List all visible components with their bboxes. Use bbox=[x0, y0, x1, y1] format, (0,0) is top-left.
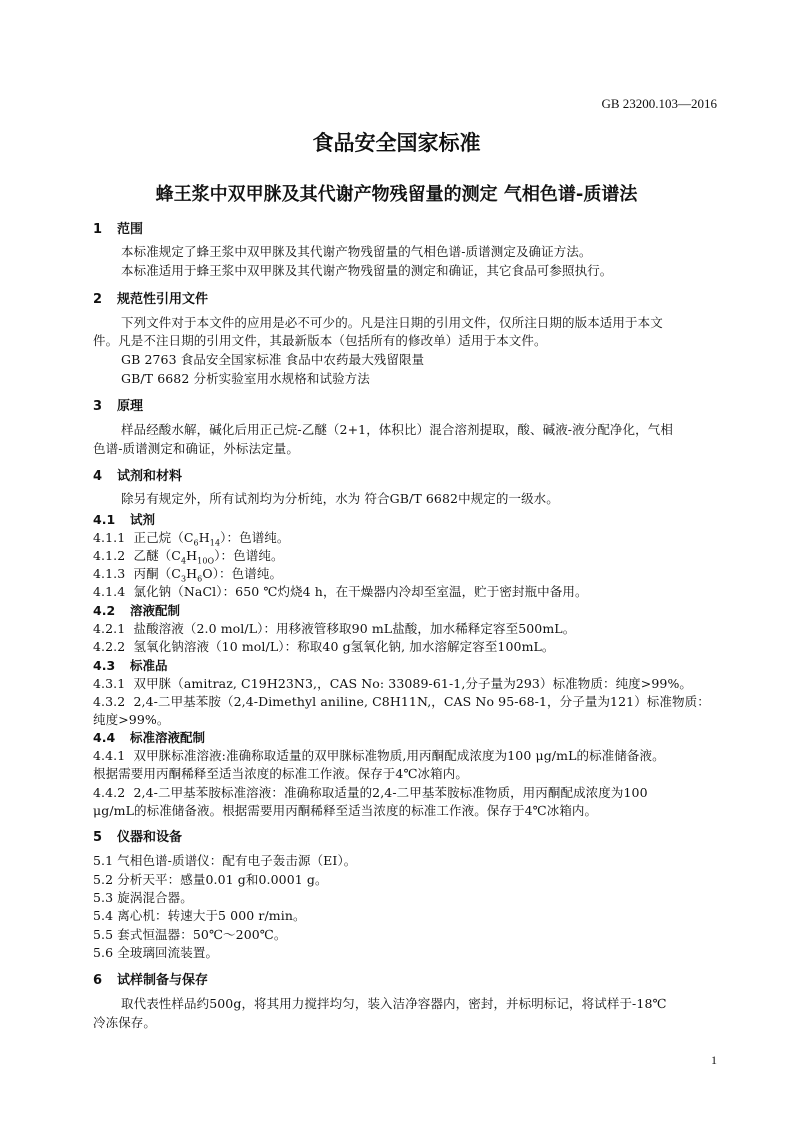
clause-item: 4.1.1 正己烷$(C_6H_{14})$：色谱纯。 bbox=[93, 530, 290, 548]
clause-continuation: 纯度>99%。 bbox=[93, 712, 170, 727]
subsection-number: 4.3 bbox=[93, 658, 116, 673]
section-heading-2 bbox=[93, 288, 208, 307]
subsection-heading bbox=[93, 728, 205, 746]
section-heading-5 bbox=[93, 826, 182, 845]
reference-item: GB/T 6682 分析实验室用水规格和试验方法 bbox=[121, 371, 370, 386]
clause-item: 4.1.2 乙醚$(C_4H_{10O})$：色谱纯。 bbox=[93, 548, 284, 566]
section-number: 3 bbox=[93, 399, 103, 414]
subsection-heading bbox=[93, 510, 155, 528]
section-number: 2 bbox=[93, 292, 103, 307]
clause-item: 4.2.1 盐酸溶液（2.0 mol/L）：用移液管移取90 mL盐酸，加水稀释定容至500mL。 bbox=[93, 621, 576, 636]
subsection-number: 4.1 bbox=[93, 512, 116, 527]
clause-item: 4.4.2 2,4-二甲基苯胺标准溶液：准确称取适量的2,4-二甲基苯胺标准物质，用丙酮配成浓度为100 bbox=[93, 785, 648, 800]
section-title: 试剂和材料 bbox=[117, 469, 183, 484]
clause-item: 4.3.2 2,4-二甲基苯胺（2,4-Dimethyl aniline, C8H11N,，CAS No 95-68-1，分子量为121）标准物质： bbox=[93, 694, 710, 709]
section-heading-1 bbox=[93, 218, 143, 237]
paragraph: 取代表性样品约500g，将其用力搅拌均匀，装入洁净容器内，密封，并标明标记，将试样于-18℃ bbox=[121, 996, 667, 1011]
equipment-item: 5.6 全玻璃回流装置。 bbox=[93, 945, 219, 960]
standard-code: GB 23200.103—2016 bbox=[601, 96, 717, 111]
section-number: 6 bbox=[93, 973, 103, 988]
paragraph: 本标准规定了蜂王浆中双甲脒及其代谢产物残留量的气相色谱-质谱测定及确证方法。 bbox=[121, 244, 592, 259]
subsection-number: 4.4 bbox=[93, 730, 116, 745]
subsection-title: 溶液配制 bbox=[130, 603, 181, 618]
subsection-title: 标准品 bbox=[130, 658, 168, 673]
subsection-title: 标准溶液配制 bbox=[130, 730, 206, 745]
equipment-item: 5.4 离心机：转速大于5 000 r/min。 bbox=[93, 908, 306, 923]
subsection-number: 4.2 bbox=[93, 603, 116, 618]
document-title: 食品安全国家标准 bbox=[312, 131, 481, 155]
section-heading-4 bbox=[93, 465, 182, 484]
paragraph: 样品经酸水解，碱化后用正己烷-乙醚（2+1，体积比）混合溶剂提取，酸、碱液-液分配净化，气相 bbox=[121, 422, 673, 437]
clause-item: 4.3.1 双甲脒（amitraz, C19H23N3,，CAS No: 33089-61-1,分子量为293）标准物质：纯度>99%。 bbox=[93, 676, 693, 691]
page-number: 1 bbox=[711, 1053, 717, 1067]
paragraph: 冷冻保存。 bbox=[93, 1015, 157, 1030]
section-title: 试样制备与保存 bbox=[117, 973, 209, 988]
paragraph: 件。凡是不注日期的引用文件，其最新版本（包括所有的修改单）适用于本文件。 bbox=[93, 333, 547, 348]
section-title: 规范性引用文件 bbox=[117, 292, 209, 307]
clause-item: 4.2.2 氢氧化钠溶液（10 mol/L）：称取40 g氢氧化钠, 加水溶解定容至100mL。 bbox=[93, 639, 555, 654]
reference-item: GB 2763 食品安全国家标准 食品中农药最大残留限量 bbox=[121, 352, 425, 367]
clause-item: 4.1.3 丙酮$(C_3H_6O)$：色谱纯。 bbox=[93, 566, 283, 584]
section-number: 5 bbox=[93, 830, 103, 845]
clause-continuation: 根据需要用丙酮稀释至适当浓度的标准工作液。保存于4℃冰箱内。 bbox=[93, 766, 468, 781]
equipment-item: 5.5 套式恒温器：50℃～200℃。 bbox=[93, 927, 287, 942]
equipment-item: 5.1 气相色谱-质谱仪：配有电子轰击源（EI）。 bbox=[93, 853, 357, 868]
section-heading-6 bbox=[93, 969, 208, 988]
clause-continuation: μg/mL的标准储备液。根据需要用丙酮稀释至适当浓度的标准工作液。保存于4℃冰箱内。 bbox=[93, 803, 598, 818]
section-title: 仪器和设备 bbox=[117, 830, 183, 845]
document-subtitle: 蜂王浆中双甲脒及其代谢产物残留量的测定 气相色谱-质谱法 bbox=[155, 184, 638, 205]
clause-item: 4.4.1 双甲脒标准溶液:准确称取适量的双甲脒标准物质,用丙酮配成浓度为100 μg/mL的标准储备液。 bbox=[93, 748, 665, 763]
equipment-item: 5.2 分析天平：感量0.01 g和0.0001 g。 bbox=[93, 872, 328, 887]
paragraph: 下列文件对于本文件的应用是必不可少的。凡是注日期的引用文件，仅所注日期的版本适用于本文 bbox=[121, 315, 663, 330]
subsection-title: 试剂 bbox=[130, 512, 156, 527]
paragraph: 色谱-质谱测定和确证，外标法定量。 bbox=[93, 441, 299, 456]
section-title: 范围 bbox=[117, 222, 144, 237]
section-title: 原理 bbox=[117, 399, 144, 414]
section-heading-3 bbox=[93, 395, 143, 414]
section-number: 4 bbox=[93, 469, 103, 484]
subsection-heading bbox=[93, 601, 180, 619]
subsection-heading bbox=[93, 656, 168, 674]
clause-item: 4.1.4 氯化钠（NaCl）：650 ℃灼烧4 h，在干燥器内冷却至室温，贮于密封瓶中备用。 bbox=[93, 584, 588, 599]
section-number: 1 bbox=[93, 222, 103, 237]
equipment-item: 5.3 旋涡混合器。 bbox=[93, 890, 193, 905]
paragraph: 本标准适用于蜂王浆中双甲脒及其代谢产物残留量的测定和确证，其它食品可参照执行。 bbox=[121, 263, 613, 278]
paragraph: 除另有规定外，所有试剂均为分析纯，水为 符合GB/T 6682中规定的一级水。 bbox=[121, 491, 559, 506]
